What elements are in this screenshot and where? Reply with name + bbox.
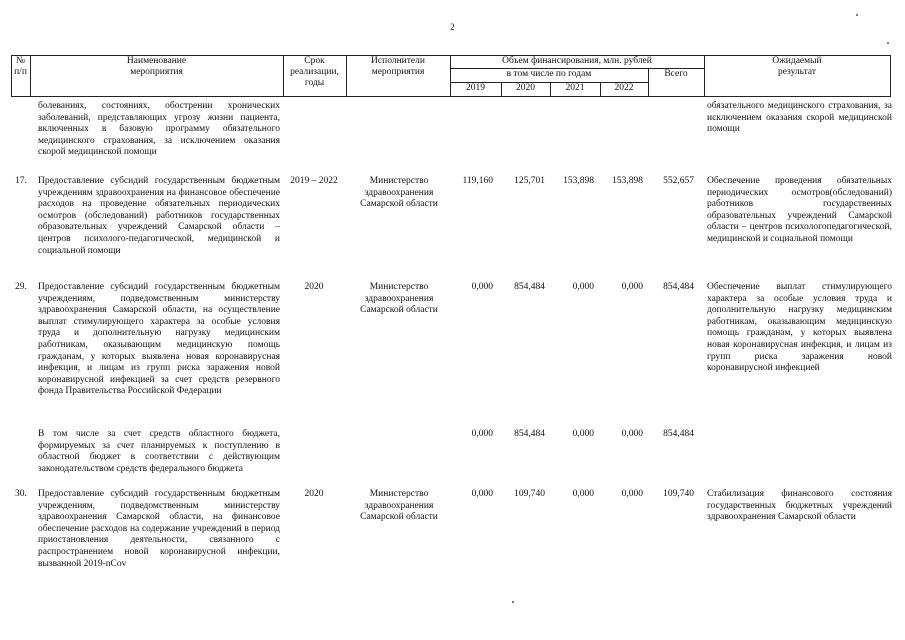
row-3-value-2020: 854,484 (514, 429, 545, 439)
row-4-name: Предоставление субсидий государственным бюджетным учреждениям, подведомственным министерству здравоохранения Самарской области, на финансовое обеспечение расходов на содержание учреждений в период приостановления деятельности, связанного с распространением новой коронавирусной инфекции, вызванной 2019-nCov (38, 489, 280, 569)
header-year-2021: 2021 (565, 83, 585, 93)
row-0-name: болеваниях, состояниях, обострении хронических заболеваний, представляющих угрозу жизни пациента, включенных в базовую программу обязательного медицинского страхования, за исключением оказания скорой медицинской помощи (38, 101, 280, 158)
row-4-value-2019: 0,000 (471, 489, 493, 499)
row-4-total: 109,740 (663, 489, 694, 499)
row-2-total: 854,484 (663, 282, 694, 292)
row-4-num: 30. (15, 489, 27, 499)
row-4-value-2020: 109,740 (514, 489, 545, 499)
row-2-value-2021: 0,000 (572, 282, 594, 292)
scan-speck (856, 14, 858, 16)
row-2-result: Обеспечение выплат стимулирующего характера за особые условия труда и дополнительную нагрузку медицинским работникам, оказывающим медицинскую помощь гражданам, у которых выявлена новая коронавирусная инфекция, и лицам из групп риска заражения новой коронавирусной инфекцией (707, 282, 892, 374)
row-1-term: 2019 – 2022 (290, 176, 338, 186)
row-4-term: 2020 (304, 489, 324, 499)
row-3-value-2019: 0,000 (471, 429, 493, 439)
header-executors: Исполнители мероприятия (371, 56, 425, 77)
row-1-value-2020: 125,701 (514, 176, 545, 186)
row-1-name: Предоставление субсидий государственным бюджетным учреждениям здравоохранения на финансовое обеспечение расходов на проведение обязательных периодических осмотров (обследований) работников государственных образовательных учреждений Самарской области – центров психолого-педагогической, медицинской и социальной помощи (38, 176, 280, 256)
row-3-value-2022: 0,000 (621, 429, 643, 439)
row-4-result: Стабилизация финансового состояния государственных бюджетных учреждений здравоохранения Самарской области (707, 489, 892, 523)
row-1-executor: Министерство здравоохранения Самарской области (360, 176, 438, 210)
row-1-total: 552,657 (663, 176, 694, 186)
row-2-executor: Министерство здравоохранения Самарской области (360, 282, 438, 316)
row-2-term: 2020 (304, 282, 324, 292)
table-header (11, 55, 891, 97)
header-total: Всего (664, 69, 688, 79)
row-4-executor: Министерство здравоохранения Самарской области (360, 489, 438, 523)
row-1-result: Обеспечение проведения обязательных периодических осмотров(обследований) работников государственных образовательных учреждений Самарской области – центров психологопедагогической, медицинской и социальной помощи (707, 176, 892, 244)
row-4-value-2021: 0,000 (572, 489, 594, 499)
scan-speck (512, 601, 514, 603)
row-4-value-2022: 0,000 (621, 489, 643, 499)
page-number: 2 (450, 22, 455, 32)
header-year-2019: 2019 (466, 83, 485, 93)
header-by-years: в том числе по годам (506, 69, 592, 79)
header-year-2020: 2020 (516, 83, 535, 93)
row-1-num: 17. (15, 176, 27, 186)
scan-speck (887, 42, 889, 44)
row-2-value-2022: 0,000 (621, 282, 643, 292)
header-term: Срок реализации, годы (290, 56, 339, 88)
header-year-2022: 2022 (614, 83, 634, 93)
row-1-value-2019: 119,160 (462, 176, 493, 186)
row-0-result: обязательного медицинского страхования, за исключением оказания скорой медицинской помощи (707, 101, 892, 135)
row-2-value-2019: 0,000 (471, 282, 493, 292)
row-3-value-2021: 0,000 (572, 429, 594, 439)
row-2-name: Предоставление субсидий государственным бюджетным учреждениям, подведомственным министерству здравоохранения Самарской области, на осуществление выплат стимулирующего характера за особые условия труда и дополнительную нагрузку медицинским работникам, оказывающим медицинскую помощь гражданам, у которых выявлена новая коронавирусная инфекция, и лицам из групп риска заражения новой коронавирусной инфекцией за счет средств резервного фонда Правительства Российской Федерации (38, 282, 280, 397)
row-3-name: В том числе за счет средств областного бюджета, формируемых за счет планируемых к поступлению в областной бюджет в соответствии с действующим законодательством средств федерального бюджета (38, 429, 280, 474)
row-1-value-2021: 153,898 (563, 176, 594, 186)
row-1-value-2022: 153,898 (612, 176, 643, 186)
row-2-value-2020: 854,484 (514, 282, 545, 292)
header-funding: Объем финансирования, млн. рублей (502, 56, 652, 66)
header-result: Ожидаемый результат (772, 56, 822, 77)
header-name: Наименование мероприятия (126, 56, 187, 77)
row-3-total: 854,484 (663, 429, 694, 439)
row-2-num: 29. (15, 282, 27, 292)
header-num: № п/п (14, 56, 27, 77)
